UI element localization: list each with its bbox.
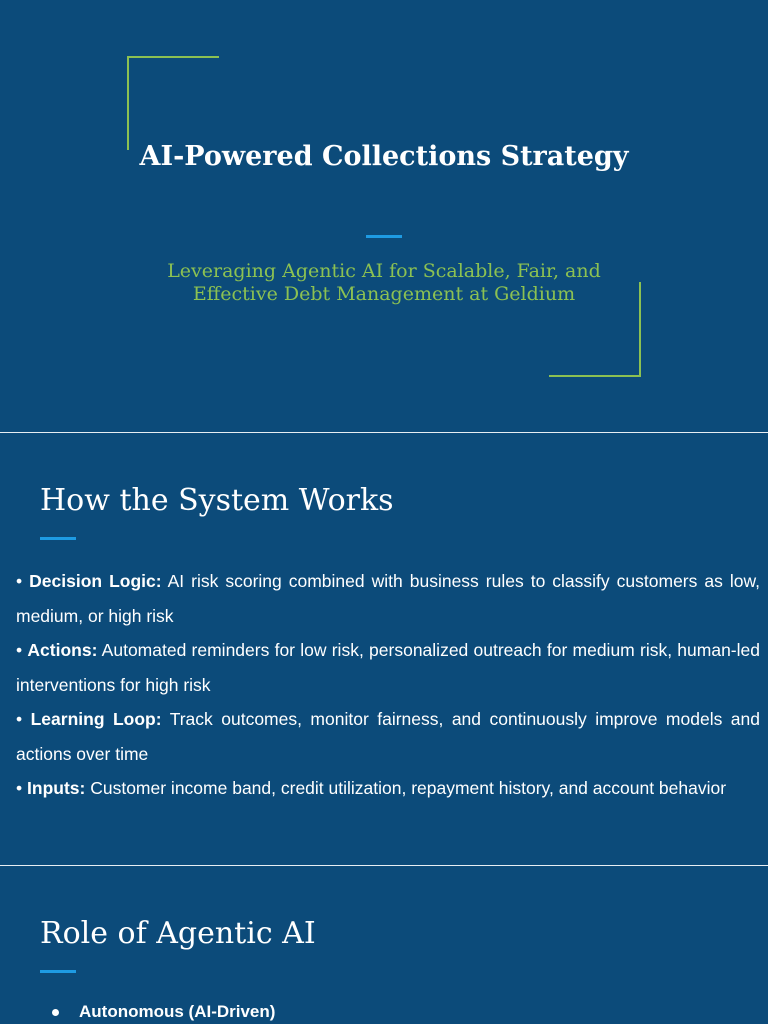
role-list-item (52, 1000, 275, 1024)
bullet-marker: • (16, 709, 23, 729)
heading-accent-line (40, 537, 76, 540)
bullet-text: Automated reminders for low risk, personalized outreach for medium risk, human-led interventions for high risk (16, 640, 760, 695)
bullet-item (16, 702, 760, 771)
corner-bracket-top-left (127, 56, 219, 150)
bullet-text: Track outcomes, monitor fairness, and continuously improve models and actions over time (16, 709, 760, 764)
system-slide (0, 433, 768, 865)
role-list (52, 1000, 275, 1024)
heading-accent-line (40, 970, 76, 973)
bullet-marker: • (16, 571, 23, 591)
bullet-term: Learning Loop: (30, 709, 162, 729)
bullet-text: Customer income band, credit utilization, repayment history, and account behavior (90, 778, 727, 798)
slide-heading: How the System Works (40, 483, 394, 518)
presentation-title: AI-Powered Collections Strategy (139, 141, 629, 172)
bullet-item (16, 771, 760, 806)
presentation-subtitle: Leveraging Agentic AI for Scalable, Fair, and Effective Debt Management at Geldium (167, 260, 601, 305)
bullet-text: AI risk scoring combined with business rules to classify customers as low, medium, or high risk (16, 571, 760, 626)
role-slide (0, 866, 768, 1024)
bullet-item (16, 633, 760, 702)
bullet-marker: • (16, 778, 23, 798)
bullet-term: Inputs: (27, 778, 86, 798)
bullet-term: Decision Logic: (29, 571, 162, 591)
bullet-dot-icon (52, 1009, 59, 1016)
corner-bracket-bottom-right (549, 282, 641, 377)
title-accent-line (366, 235, 402, 238)
bullet-item (16, 564, 760, 633)
bullet-marker: • (16, 640, 23, 660)
role-item-label: Autonomous (AI-Driven) (79, 1002, 276, 1021)
slide-heading: Role of Agentic AI (40, 916, 316, 951)
bullet-list (16, 564, 760, 806)
title-slide (0, 0, 768, 432)
bullet-term: Actions: (27, 640, 98, 660)
